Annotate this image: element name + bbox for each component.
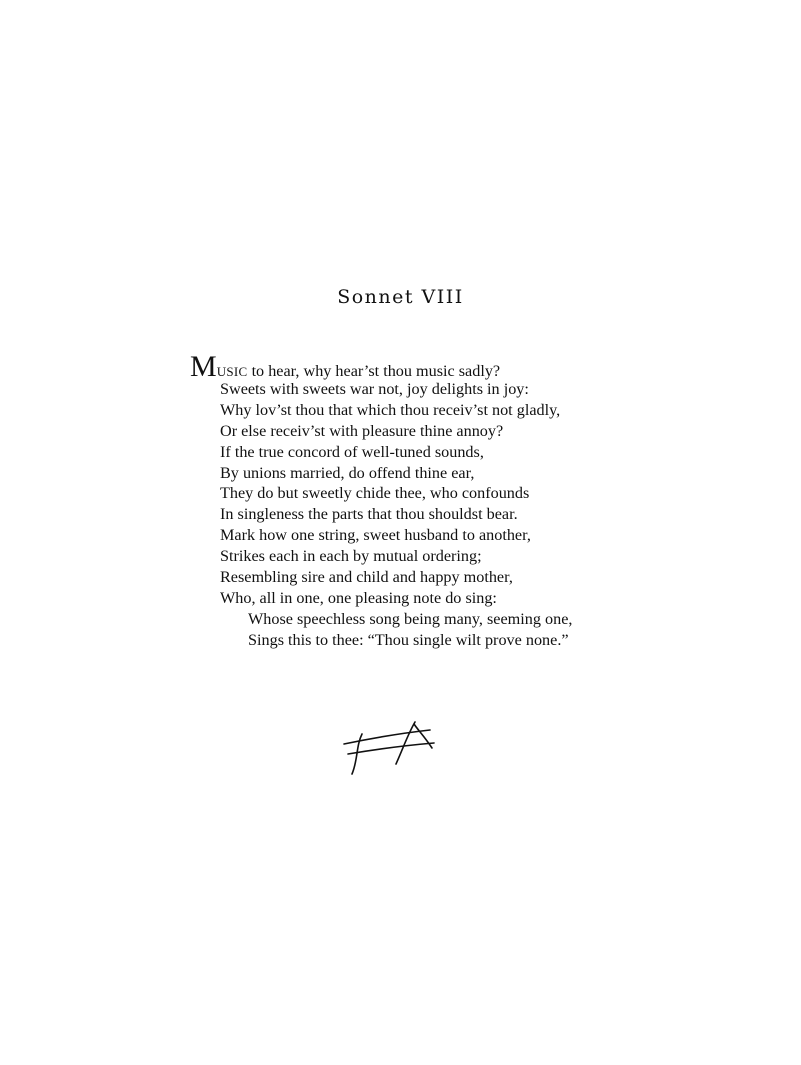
first-line-rest: to hear, why hear’st thou music sadly? (247, 362, 501, 380)
poem-line-12: Who, all in one, one pleasing note do sing: (220, 588, 497, 607)
poem-line-6: By unions married, do offend thine ear, (220, 463, 475, 482)
signature-icon (338, 712, 442, 780)
poem-line-7: They do but sweetly chide thee, who confounds (220, 484, 530, 503)
poem-line-14: Sings this to thee: “Thou single wilt prove none.” (248, 630, 569, 649)
poem-line-2: Sweets with sweets war not, joy delights in joy: (220, 380, 529, 398)
page-title: Sonnet VIII (337, 286, 464, 308)
poem-line-11: Resembling sire and child and happy mother, (220, 568, 513, 587)
poem-line-4: Or else receiv’st with pleasure thine annoy? (220, 421, 504, 440)
poem-line-13: Whose speechless song being many, seeming one, (248, 609, 573, 628)
poem-line-8: In singleness the parts that thou shouldst bear. (220, 505, 518, 524)
poem-lines (190, 379, 630, 651)
small-caps-word: USIC (216, 364, 248, 379)
sonnet-text (190, 350, 630, 651)
poem-line-10: Strikes each in each by mutual ordering; (220, 547, 482, 566)
drop-cap: M (190, 350, 217, 383)
poem-line-5: If the true concord of well-tuned sounds, (220, 442, 484, 461)
poem-line-3: Why lov’st thou that which thou receiv’st not gladly, (220, 400, 561, 419)
poem-line-1 (190, 350, 630, 383)
poem-line-9: Mark how one string, sweet husband to another, (220, 526, 531, 545)
